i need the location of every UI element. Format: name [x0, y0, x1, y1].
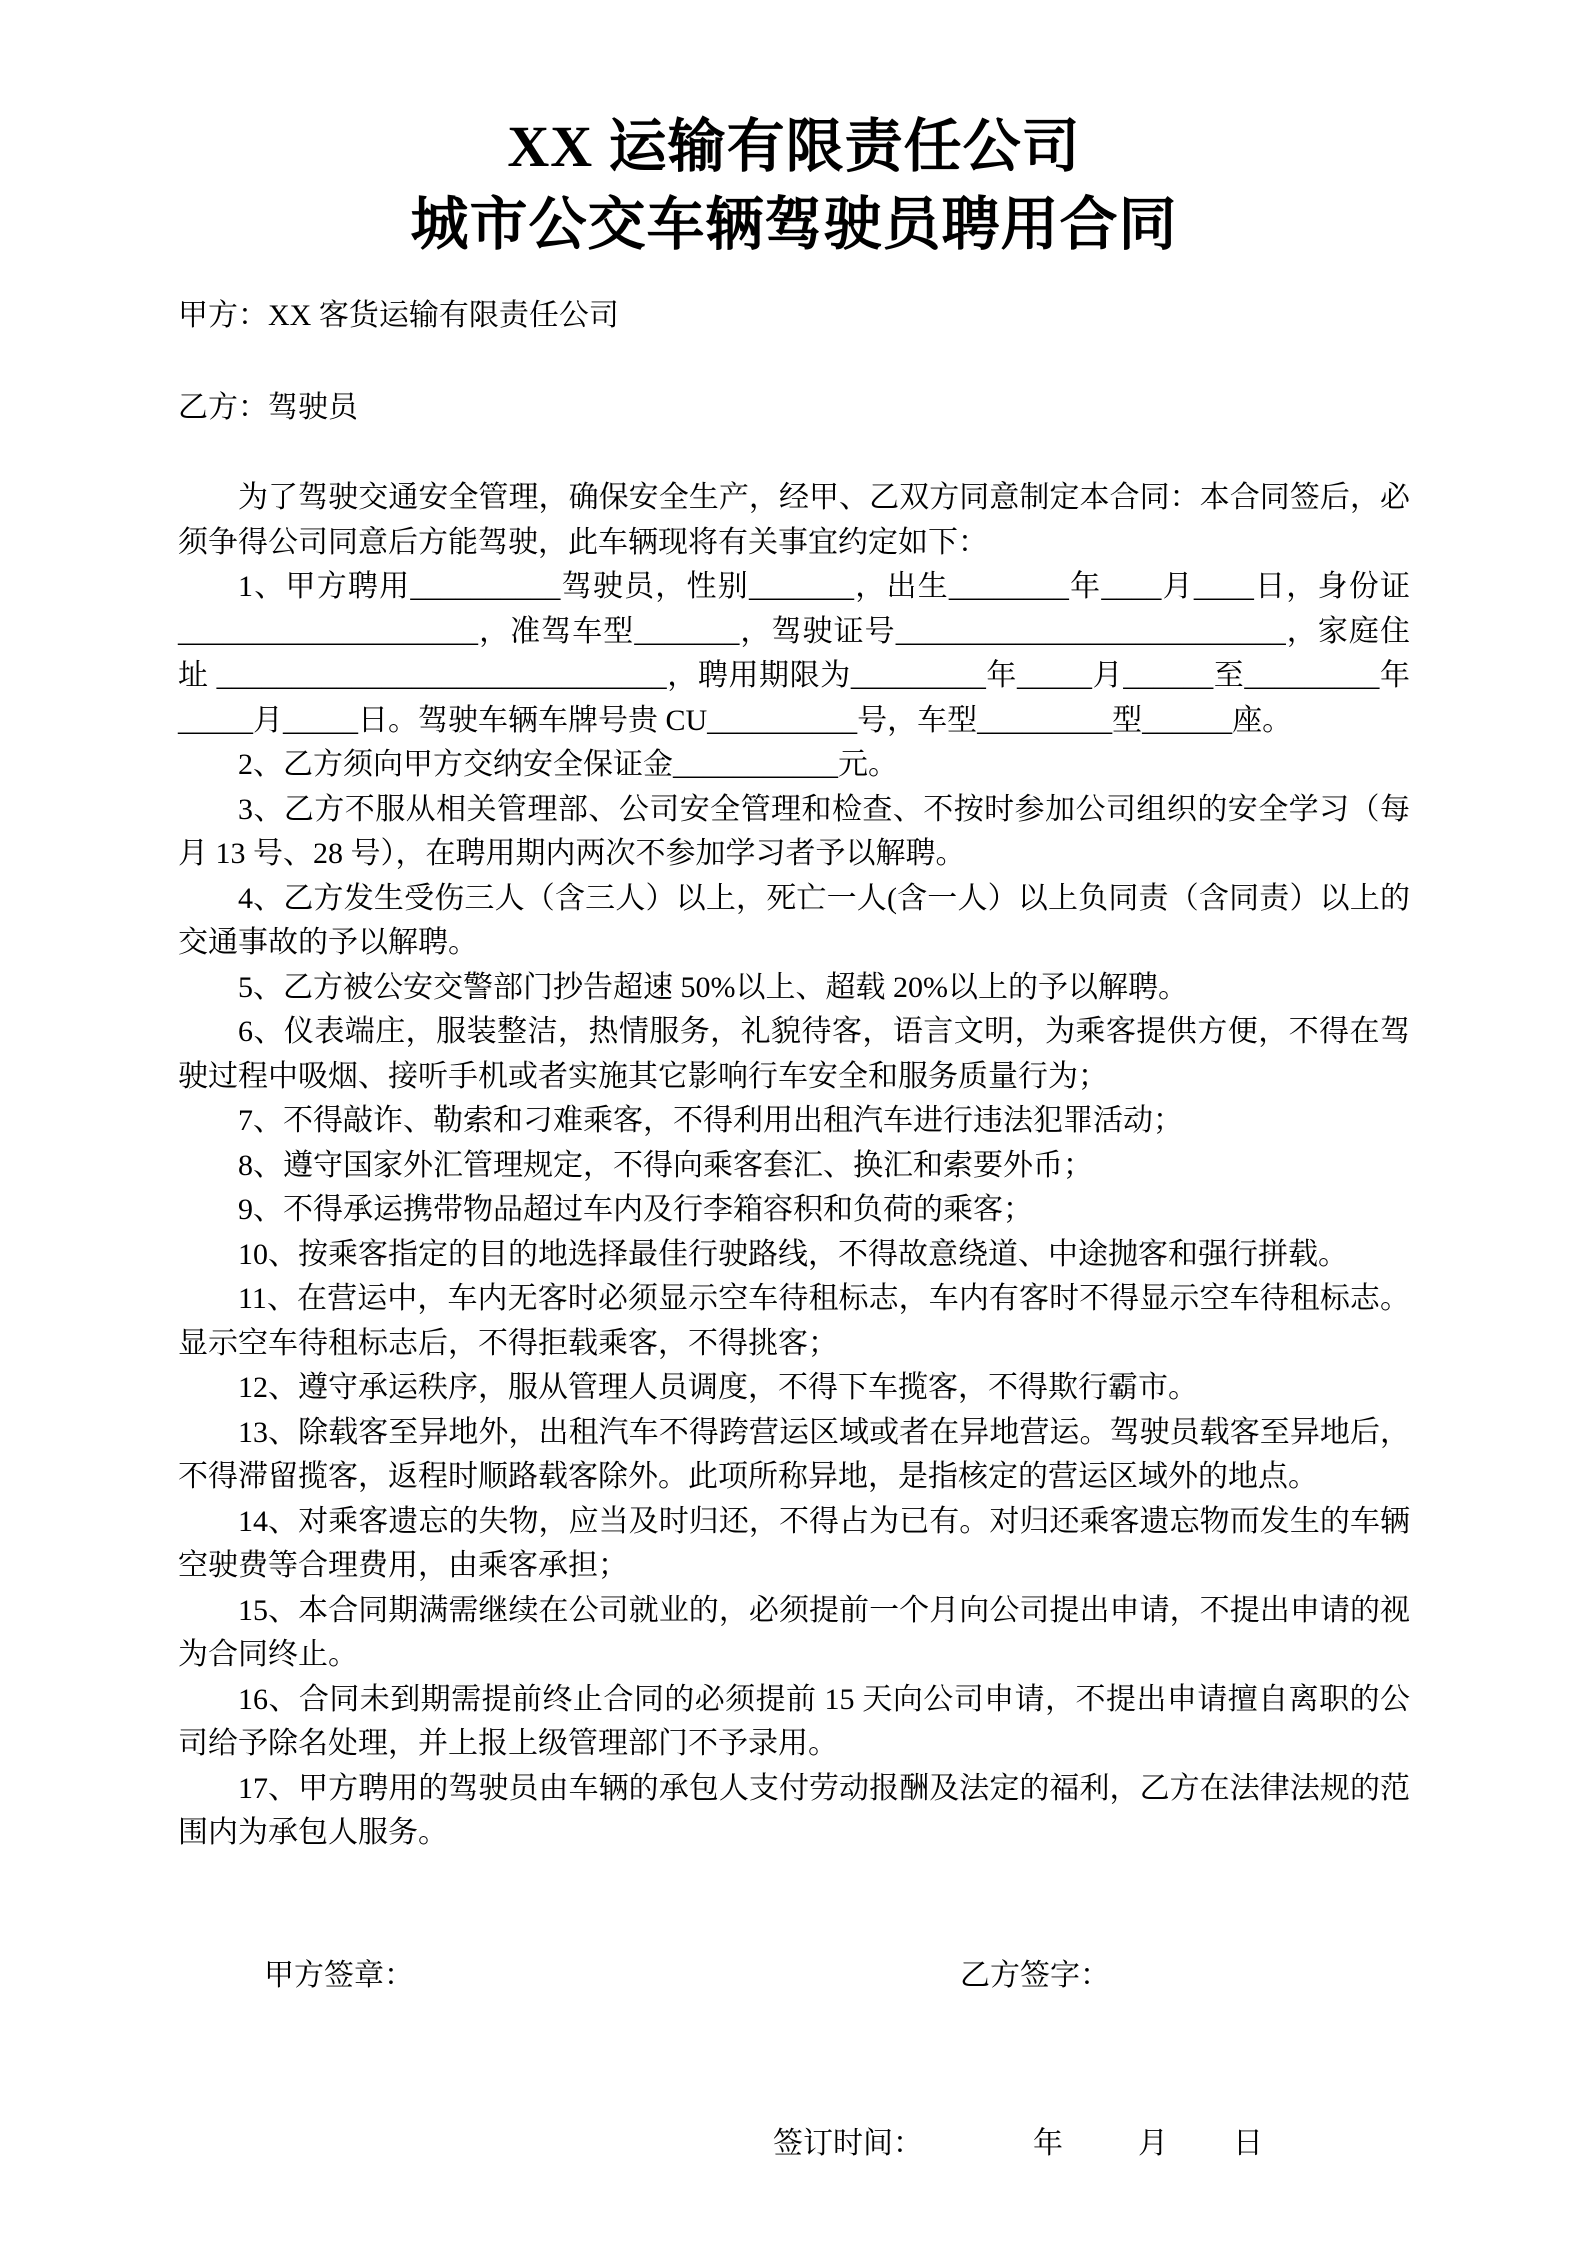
clause-11: 11、在营运中，车内无客时必须显示空车待租标志，车内有客时不得显示空车待租标志。显示空车待租标志后，不得拒载乘客，不得挑客； — [178, 1282, 1410, 1360]
clause-14: 14、对乘客遗忘的失物，应当及时归还，不得占为已有。对归还乘客遗忘物而发生的车辆空驶费等合理费用，由乘客承担； — [178, 1504, 1410, 1582]
clause-4: 4、乙方发生受伤三人（含三人）以上，死亡一人(含一人）以上负同责（含同责）以上的交通事故的予以解聘。 — [178, 881, 1410, 959]
clause-2: 2、乙方须向甲方交纳安全保证金___________元。 — [238, 748, 898, 781]
signature-row — [178, 1954, 1410, 1998]
clause-3: 3、乙方不服从相关管理部、公司安全管理和检查、不按时参加公司组织的安全学习（每月 13 号、28 号），在聘用期内两次不参加学习者予以解聘。 — [178, 792, 1410, 870]
document-title-line2: 城市公交车辆驾驶员聘用合同 — [410, 192, 1178, 257]
signing-date-label: 签订时间： — [773, 2126, 923, 2160]
clause-7: 7、不得敲诈、勒索和刁难乘客，不得利用出租汽车进行违法犯罪活动； — [238, 1104, 1183, 1137]
party-b-line: 乙方：驾驶员 — [178, 391, 358, 424]
clause-8: 8、遵守国家外汇管理规定，不得向乘客套汇、换汇和索要外币； — [238, 1148, 1093, 1182]
clause-5: 5、乙方被公安交警部门抄告超速 50%以上、超载 20%以上的予以解聘。 — [238, 970, 1188, 1004]
clause-10: 10、按乘客指定的目的地选择最佳行驶路线，不得故意绕道、中途抛客和强行拼载。 — [238, 1237, 1348, 1271]
clause-1: 1、甲方聘用__________驾驶员，性别_______，出生________年____月____日，身份证____________________，准驾车型_______，驾驶证号__________________________，家庭住址 ______________________________，聘用期限为_________年_____月______至_________年_____月_____日。驾驶车辆车牌号贵 CU__________号，车型_________型______座。 — [178, 570, 1410, 737]
clause-15: 15、本合同期满需继续在公司就业的，必须提前一个月向公司提出申请，不提出申请的视为合同终止。 — [178, 1593, 1410, 1671]
contract-body — [178, 476, 1410, 1856]
clause-13: 13、除载客至异地外，出租汽车不得跨营运区域或者在异地营运。驾驶员载客至异地后，不得滞留揽客，返程时顺路载客除外。此项所称异地，是指核定的营运区域外的地点。 — [178, 1415, 1410, 1493]
clause-16: 16、合同未到期需提前终止合同的必须提前 15 天向公司申请，不提出申请擅自离职的公司给予除名处理，并上报上级管理部门不予录用。 — [178, 1682, 1410, 1760]
clause-12: 12、遵守承运秩序，服从管理人员调度，不得下车揽客，不得欺行霸市。 — [238, 1371, 1198, 1404]
signing-date-month-char: 月 — [1138, 2126, 1168, 2160]
party-a-line: 甲方：XX 客货运输有限责任公司 — [178, 299, 619, 332]
clause-9: 9、不得承运携带物品超过车内及行李箱容积和负荷的乘客； — [238, 1193, 1033, 1226]
signing-date-year-char: 年 — [1033, 2126, 1063, 2160]
party-a-signature-label: 甲方签章： — [264, 1958, 414, 1992]
intro-paragraph: 为了驾驶交通安全管理，确保安全生产，经甲、乙双方同意制定本合同：本合同签后，必须争得公司同意后方能驾驶，此车辆现将有关事宜约定如下： — [178, 481, 1410, 559]
document-title-line1: XX 运输有限责任公司 — [507, 114, 1081, 179]
clause-6: 6、仪表端庄，服装整洁，热情服务，礼貌待客，语言文明，为乘客提供方便，不得在驾驶过程中吸烟、接听手机或者实施其它影响行车安全和服务质量行为； — [178, 1015, 1410, 1093]
clause-17: 17、甲方聘用的驾驶员由车辆的承包人支付劳动报酬及法定的福利，乙方在法律法规的范围内为承包人服务。 — [178, 1771, 1410, 1849]
party-b-signature-label: 乙方签字： — [960, 1958, 1110, 1992]
signing-date-row — [178, 2122, 1410, 2166]
signing-date-day-char: 日 — [1233, 2126, 1263, 2160]
